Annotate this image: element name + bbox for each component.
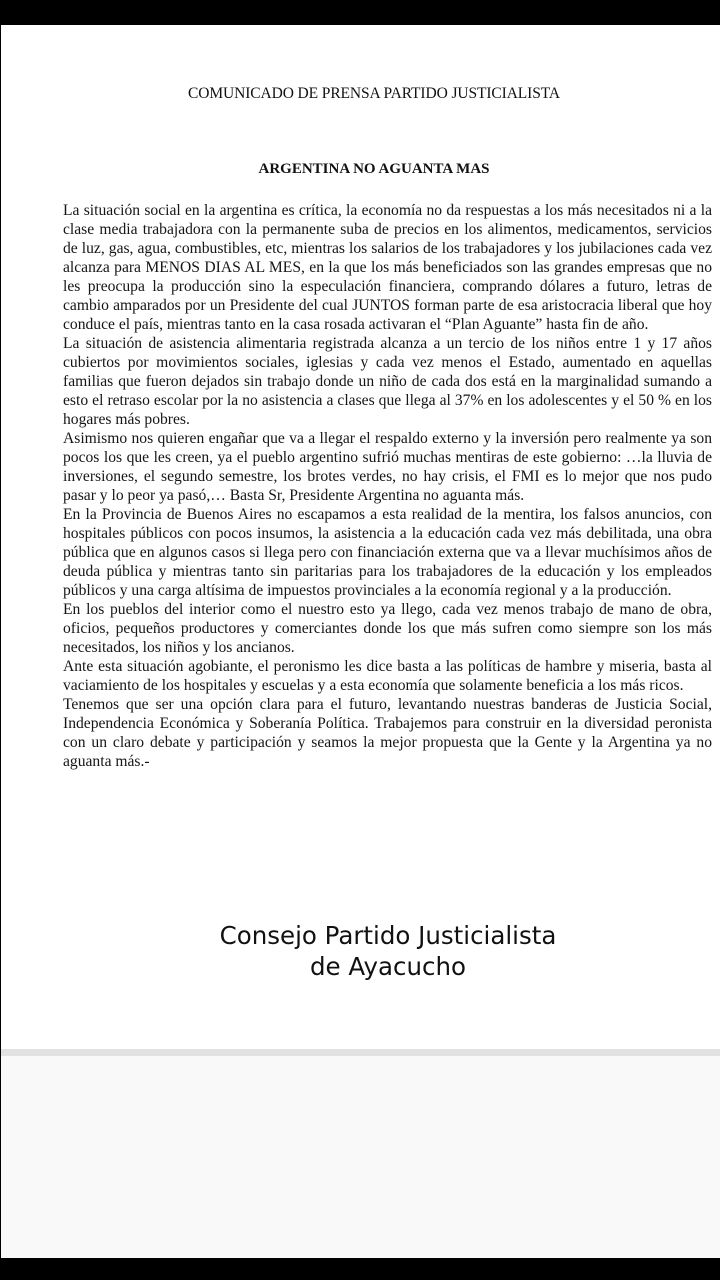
signature-line-2: de Ayacucho bbox=[309, 952, 466, 981]
paragraph: En los pueblos del interior como el nuestro esto ya llego, cada vez menos trabajo de mano de obra, oficios, pequeños productores y comerciantes donde los que más sufren como siempre son los más necesitados, los niños y los ancianos. bbox=[63, 601, 712, 656]
empty-area bbox=[1, 1056, 720, 1258]
status-bar bbox=[0, 0, 720, 25]
paragraph: La situación social en la argentina es crítica, la economía no da respuestas a los más necesitados ni a la clase media trabajadora con la permanente suba de precios en los alimentos, medicamentos, servicios de luz, gas, agua, combustibles, etc, mientras los salarios de los trabajadores y los jubilaciones cada vez alcanza para MENOS DIAS AL MES, en la que los más beneficiados son las grandes empresas que no les preocupa la producción sino la especulación financiera, comprando dólares a futuro, letras de cambio amparados por un Presidente del cual JUNTOS forman parte de esa aristocracia liberal que hoy conduce el país, mientras tanto en la casa rosada activaran el “Plan Aguante” hasta fin de año. bbox=[63, 202, 712, 333]
navigation-bar bbox=[0, 1258, 720, 1280]
page-divider bbox=[1, 1049, 720, 1056]
signature-line-1: Consejo Partido Justicialista bbox=[219, 921, 557, 950]
paragraph: Tenemos que ser una opción clara para el futuro, levantando nuestras banderas de Justicia Social, Independencia Económica y Soberanía Política. Trabajemos para construir en la diversidad peronista con un claro debate y participación y seamos la mejor propuesta que la Gente y la Argentina ya no aguanta más.- bbox=[63, 696, 712, 770]
paragraph: En la Provincia de Buenos Aires no escapamos a esta realidad de la mentira, los falsos anuncios, con hospitales públicos con pocos insumos, la asistencia a la educación cada vez más debilitada, una obra pública que en algunos casos si llega pero con financiación externa que va a llevar muchísimos años de deuda pública y mientras tanto sin paritarias para los trabajadores de la educación y los empleados públicos y una carga altísima de impuestos provinciales a la economía regional y a la producción. bbox=[63, 506, 712, 599]
paragraph: Ante esta situación agobiante, el peronismo les dice basta a las políticas de hambre y miseria, basta al vaciamiento de los hospitales y escuelas y a esta economía que solamente beneficia a los más ricos. bbox=[63, 658, 712, 694]
document-page bbox=[1, 25, 720, 1049]
paragraph: La situación de asistencia alimentaria registrada alcanza a un tercio de los niños entre 1 y 17 años cubiertos por movimientos sociales, iglesias y cada vez menos el Estado, aumentado en aquellas familias que fueron dejados sin trabajo donde un niño de cada dos está en la marginalidad sumando a esto el retraso escolar por la no asistencia a clases que llega al 37% en los adolescentes y el 50 % en los hogares más pobres. bbox=[63, 335, 712, 428]
document-body bbox=[63, 201, 712, 771]
paragraph: Asimismo nos quieren engañar que va a llegar el respaldo externo y la inversión pero realmente ya son pocos los que les creen, ya el pueblo argentino sufrió muchas mentiras de este gobierno: …la lluvia de inversiones, el segundo semestre, los brotes verdes, no hay crisis, el FMI es lo mejor que nos pudo pasar y lo peor ya pasó,… Basta Sr, Presidente Argentina no aguanta más. bbox=[63, 430, 712, 504]
document-title: ARGENTINA NO AGUANTA MAS bbox=[258, 161, 490, 177]
signature bbox=[1, 920, 720, 982]
document-header: COMUNICADO DE PRENSA PARTIDO JUSTICIALISTA bbox=[188, 85, 560, 102]
